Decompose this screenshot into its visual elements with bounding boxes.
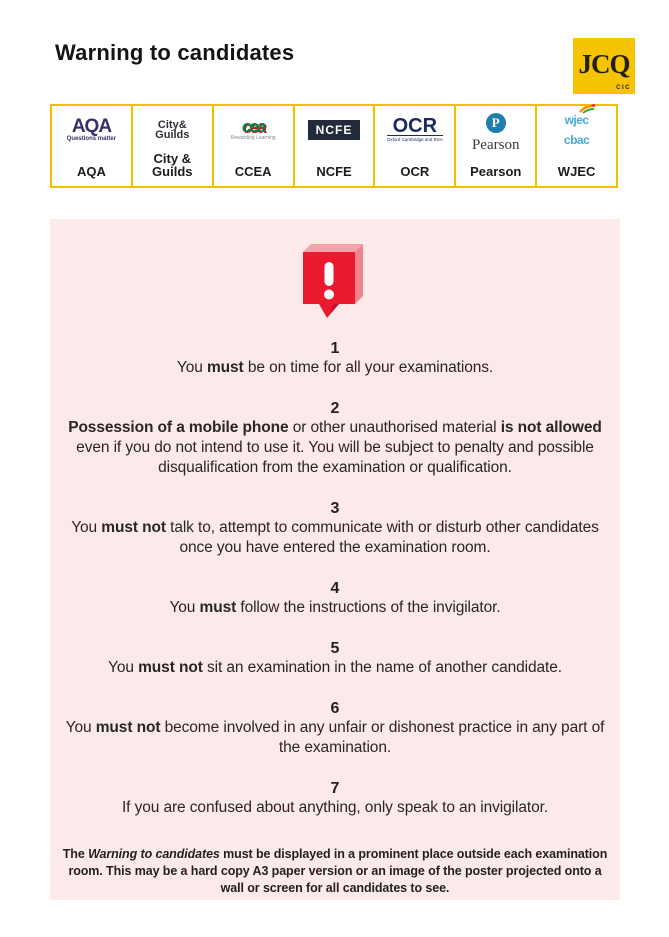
text-segment: Warning to candidates — [88, 847, 220, 861]
page-title: Warning to candidates — [55, 40, 295, 65]
cg-line1: City& — [157, 119, 187, 131]
rule-text — [65, 358, 605, 378]
text-segment: follow the instructions of the invigilator. — [236, 599, 501, 616]
rule-item — [50, 699, 620, 758]
board-cell-ncfe — [293, 106, 374, 186]
board-label-wjec: WJEC — [557, 164, 596, 179]
rule-number: 3 — [330, 500, 340, 517]
wjec-line1: wjec — [564, 113, 589, 127]
city-guilds-logo-icon — [155, 113, 189, 147]
rule-number: 5 — [330, 640, 340, 657]
jcq-cic-text: CIC — [616, 85, 631, 91]
board-label-city-guilds: City & Guilds — [152, 151, 193, 179]
text-segment: Possession of a mobile phone — [68, 419, 289, 436]
text-segment: You — [176, 359, 207, 376]
pearson-badge: P — [486, 113, 506, 133]
aqa-logo-text: AQA — [71, 116, 112, 137]
rule-number: 7 — [330, 780, 340, 797]
rule-item — [50, 399, 620, 478]
ncfe-logo-text: NCFE — [308, 120, 361, 140]
text-segment: must — [206, 359, 244, 376]
text-segment: become involved in any unfair or dishonest practice in any part of the examination. — [160, 719, 605, 756]
board-label-aqa: AQA — [76, 164, 106, 179]
wjec-line2: cbac — [563, 133, 590, 147]
board-cell-aqa — [52, 106, 131, 186]
rules-list — [50, 339, 620, 839]
ncfe-logo-icon — [308, 113, 361, 147]
rule-number: 2 — [330, 400, 340, 417]
text-segment: must not — [138, 659, 203, 676]
board-cell-pearson — [454, 106, 535, 186]
board-cell-wjec — [535, 106, 616, 186]
board-label-ncfe: NCFE — [316, 164, 352, 179]
rule-number: 4 — [330, 580, 340, 597]
ocr-logo-text: OCR — [392, 115, 438, 137]
text-segment: You — [169, 599, 200, 616]
exam-boards-row — [50, 104, 618, 188]
text-segment: even if you do not intend to use it. You will be subject to penalty and possible disqualification from the examination or qualification. — [76, 439, 594, 476]
board-cell-ccea — [212, 106, 293, 186]
rule-text — [65, 518, 605, 558]
rule-item — [50, 339, 620, 378]
text-segment: sit an examination in the name of another candidate. — [202, 659, 562, 676]
text-segment: If you are confused about anything, only speak to an invigilator. — [121, 799, 549, 816]
warning-panel — [50, 219, 620, 900]
wjec-bird-icon — [579, 103, 597, 116]
text-segment: You — [71, 519, 102, 536]
text-segment: or other unauthorised material — [288, 419, 501, 436]
jcq-logo — [573, 38, 635, 94]
board-cell-ocr — [373, 106, 454, 186]
text-segment: talk to, attempt to communicate with or disturb other candidates once you have entered the examination room. — [165, 519, 599, 556]
warning-exclamation-icon — [303, 236, 367, 323]
board-label-pearson: Pearson — [470, 164, 522, 179]
rule-item — [50, 639, 620, 678]
ocr-tagline: Oxford Cambridge and RSA — [386, 137, 443, 142]
ccea-logo-text: cea — [241, 117, 265, 136]
board-label-ocr: OCR — [400, 164, 430, 179]
rule-text — [65, 418, 605, 478]
text-segment: The — [62, 847, 89, 861]
wjec-logo-icon — [564, 113, 589, 147]
text-segment: must not — [95, 719, 161, 736]
rule-item — [50, 579, 620, 618]
text-segment: You — [108, 659, 139, 676]
ccea-logo-icon — [231, 113, 276, 147]
pearson-logo-icon — [472, 113, 520, 154]
jcq-logo-text: JCQ — [578, 48, 630, 79]
text-segment: is not allowed — [500, 419, 602, 436]
text-segment: You — [65, 719, 96, 736]
text-segment: must be displayed in a prominent place outside each examination room. This may be a hard copy A3 paper version or an image of the poster projected onto a wall or screen for all candidates to see. — [68, 847, 608, 895]
rule-number: 1 — [330, 340, 340, 357]
rule-text — [65, 798, 605, 818]
aqa-logo-icon — [67, 113, 116, 147]
aqa-tagline: Questions matter — [66, 136, 117, 142]
text-segment: must — [199, 599, 237, 616]
rule-item — [50, 499, 620, 558]
board-label-ccea: CCEA — [234, 164, 272, 179]
text-segment: be on time for all your examinations. — [243, 359, 494, 376]
rule-text — [65, 598, 605, 618]
text-segment: must not — [101, 519, 166, 536]
rule-item — [50, 779, 620, 818]
display-note — [61, 846, 609, 897]
rule-text — [65, 718, 605, 758]
ocr-logo-icon — [387, 113, 443, 147]
board-cell-city-guilds — [131, 106, 212, 186]
rule-number: 6 — [330, 700, 340, 717]
rule-text — [65, 658, 605, 678]
cg-line2: Guilds — [155, 129, 190, 141]
ccea-tagline: Rewarding Learning — [230, 135, 276, 141]
pearson-logo-text: Pearson — [471, 137, 520, 153]
